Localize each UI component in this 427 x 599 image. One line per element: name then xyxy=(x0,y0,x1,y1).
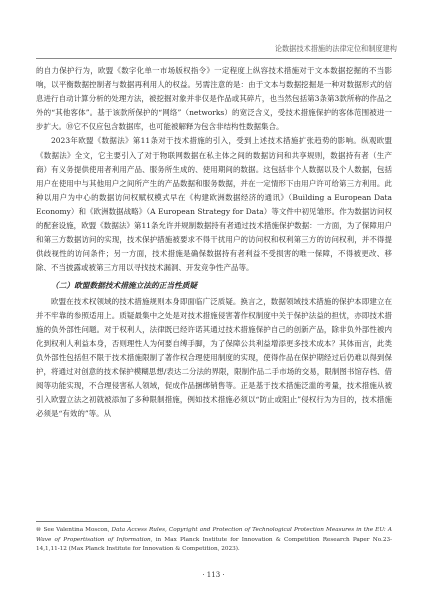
body-text xyxy=(36,64,392,421)
section-heading: （二）欧盟数据技术措施立法的正当性质疑 xyxy=(51,281,198,291)
footnote-marker: ⑩ xyxy=(36,527,42,533)
footnote-lead: See Valentina Moscon, xyxy=(43,527,110,533)
running-header: 论数据技术措施的法律定位和制度建构 xyxy=(274,44,397,53)
footnote-title: Data Access Rules, Copyright and Protection of Technological Protection Measures in the EU: A Wave of Propertisation of Information xyxy=(36,527,393,543)
paragraph-2: 2023年欧盟《数据法》第11条对于技术措施的引入，受到上述技术措施扩张趋势的影响。纵观欧盟《数据法》全文，它主要引入了对于物联网数据在私主体之间的数据访问和共享规则，数据持有者（生产商）有义务提供使用者利用产品、服务所生成的、使用期间的数据。这包括非个人数据以及个人数据，包括用户在使用中与其他用户之间所产生的产品数据和服务数据，并在一定情形下由用户许可给第三方利用。此种以用户为中心的数据访问权赋权模式早在《构建欧洲数据经济的通讯》（Building a European Data Economy）和《欧洲数据战略》（A European Strategy for Data）等文件中初见雏形。作为数据访问权的配套设施，欧盟《数据法》第11条允许并规制数据持有者通过技术措施保护数据：一方面，为了保障用户和第三方数据访问的实现，技术保护措施被要求不得干扰用户的访问权和权利第三方的访问权利，并不得提供歧视性的访问条件；另一方面，技术措施是确保数据持有者利益不受损害的唯一保障，不得被更改、移除、不当披露或被第三方用以寻找技术漏洞、开发竞争性产品等。 xyxy=(36,136,392,273)
page-number: · 113 · xyxy=(202,571,225,579)
paragraph-1: 的自力保护行为，欧盟《数字化单一市场版权指令》一定程度上纵容技术措施对于文本数据挖掘的不当影响，以平衡数据控制者与数据再利用人的权益。另需注意的是：由于文本与数据挖掘是一种对数据形式的信息进行自动计算分析的处理方法，被挖掘对象并非仅是作品或其碎片，也当然包括第3条第3款所称的作品之外的“其他客体”。基于该款所保护的“网络”（networks）的宽泛含义，受技术措施保护的客体范围被进一步扩大。⑩它不仅应包含数据库，也可能被解释为包含非结构性数据集合。 xyxy=(36,66,392,132)
footnote-rule xyxy=(36,521,131,522)
header-rule xyxy=(36,58,392,59)
footnote-rest: , in Max Planck Institute for Innovation & Competition Research Paper No.23-14,1,11-12 (Max Planck Institute for Innovation & Competition, 2023). xyxy=(36,536,393,553)
paragraph-3: 欧盟在技术权领域的技术措施规则本身即面临广泛质疑。换言之，数据领域技术措施的保护本即建立在并不牢靠的参照适用上。质疑最集中之处是对技术措施侵害著作权制度中关于保护法益的担忧，亦即技术措施的负外部性问题。对于权利人，法律既已经许诺其通过技术措施保护自己的创新产品，除非负外部性被内化到权利人利益本身，否则理性人为何要自缚手脚，为了保障公共利益增添更多技术成本？其体而言，此类负外部性包括但不限于技术措施限制了著作权合理使用制度的实现，使得作品在保护期经过后仍难以得到保护，将通过对创意的技术保护模糊思想/表达二分法的界限，限制作品二手市场的交易，限制图书馆存档、借阅等功能实现，不合理侵害私人领域，促成作品捆绑销售等。正是基于技术措施泛滥的考量，技术措施从被引入欧盟立法之初就被添加了多种限制措施，例如技术措施必须以“防止或阻止”侵权行为为目的，技术措施必须是“有效的”等。从 xyxy=(36,296,392,419)
footnote xyxy=(36,526,392,555)
